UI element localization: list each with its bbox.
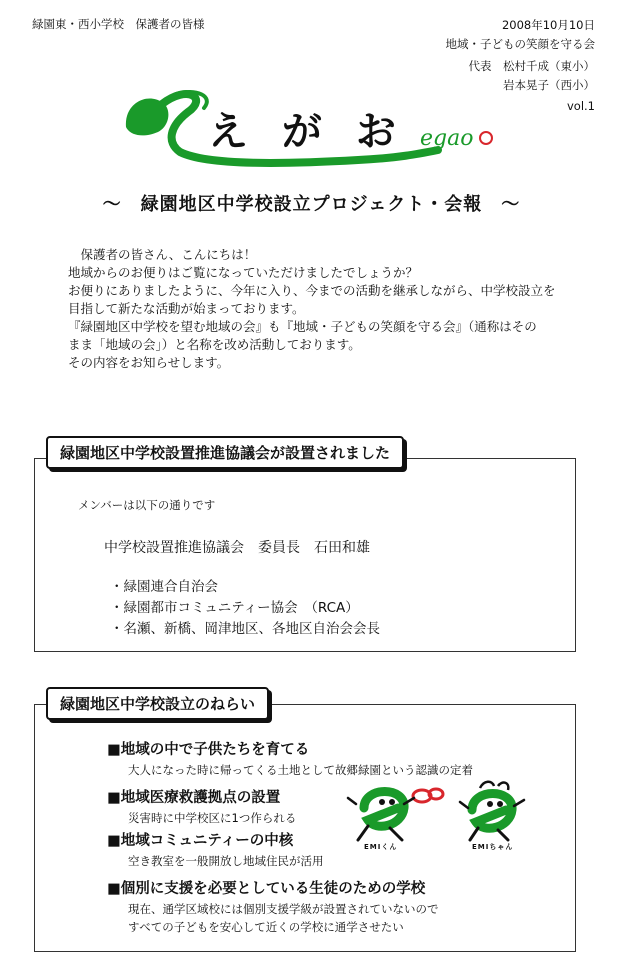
intro-line: 地域からのお便りはご覧になっていただけましたでしょうか？ [68,265,419,280]
representative-1: 代表 松村千成（東小） [468,59,595,73]
emi-kun-mascot [346,778,446,854]
representative-2: 岩本晃子（西小） [503,78,595,92]
aim-heading: ■個別に支援を必要としている生徒のための学校 [107,881,426,897]
issue-date: 2008年10月10日 [501,18,595,32]
aim-description: すべての子どもを安心して近くの学校に通学させたい [128,920,404,934]
intro-line: 目指して新たな活動が始まっております。 [68,301,305,316]
newsletter-subtitle: ～ 緑園地区中学校設立プロジェクト・会報 ～ [102,194,521,215]
aim-description: 現在、通学区域校には個別支援学級が設置されていないので [128,902,439,916]
logo-title: え が お [208,109,406,155]
member-item: ・緑園都市コミュニティー協会 （RCA） [110,600,359,616]
emi-kun-illustration [346,778,446,844]
aims-section-title: 緑園地区中学校設立のねらい [46,687,269,720]
intro-line: 『緑園地区中学校を望む地域の会』も『地域・子どもの笑顔を守る会』（通称はその [68,319,537,334]
aim-description: 災害時に中学校区に1つ作られる [128,811,297,825]
council-chair: 中学校設置推進協議会 委員長 石田和雄 [104,540,370,556]
aim-description: 空き教室を一般開放し地域住民が活用 [128,854,324,868]
volume-label: vol.1 [566,99,595,113]
council-section-title: 緑園地区中学校設置推進協議会が設置されました [46,436,404,469]
intro-line: その内容をお知らせします。 [68,355,230,370]
intro-paragraph [68,246,588,372]
member-item: ・緑園連合自治会 [110,579,218,595]
emi-chan-caption: EMIちゃん [472,843,514,851]
member-item: ・名瀬、新橋、岡津地区、各地区自治会会長 [110,621,380,637]
organization-name: 地域・子どもの笑顔を守る会 [445,37,595,51]
member-list [110,577,380,640]
intro-line: 保護者の皆さん、こんにちは！ [68,247,257,262]
aim-heading: ■地域の中で子供たちを育てる [107,742,310,758]
aim-description: 大人になった時に帰ってくる土地として故郷緑園という認識の定着 [128,763,473,777]
aim-heading: ■地域コミュニティーの中核 [107,833,294,849]
recipient-line: 緑園東・西小学校 保護者の皆様 [32,17,205,31]
logo-script: egao [420,126,474,151]
members-lead: メンバーは以下の通りです [78,498,216,512]
intro-line: お便りにありましたように、今年に入り、今までの活動を継承しながら、中学校設立を [68,283,556,298]
aim-heading: ■地域医療救護拠点の設置 [107,790,281,806]
emi-kun-caption: EMIくん [364,843,398,851]
intro-line: まま「地域の会」）と名称を改め活動しております。 [68,337,361,352]
emi-chan-illustration [458,778,548,844]
emi-chan-mascot [458,778,548,854]
